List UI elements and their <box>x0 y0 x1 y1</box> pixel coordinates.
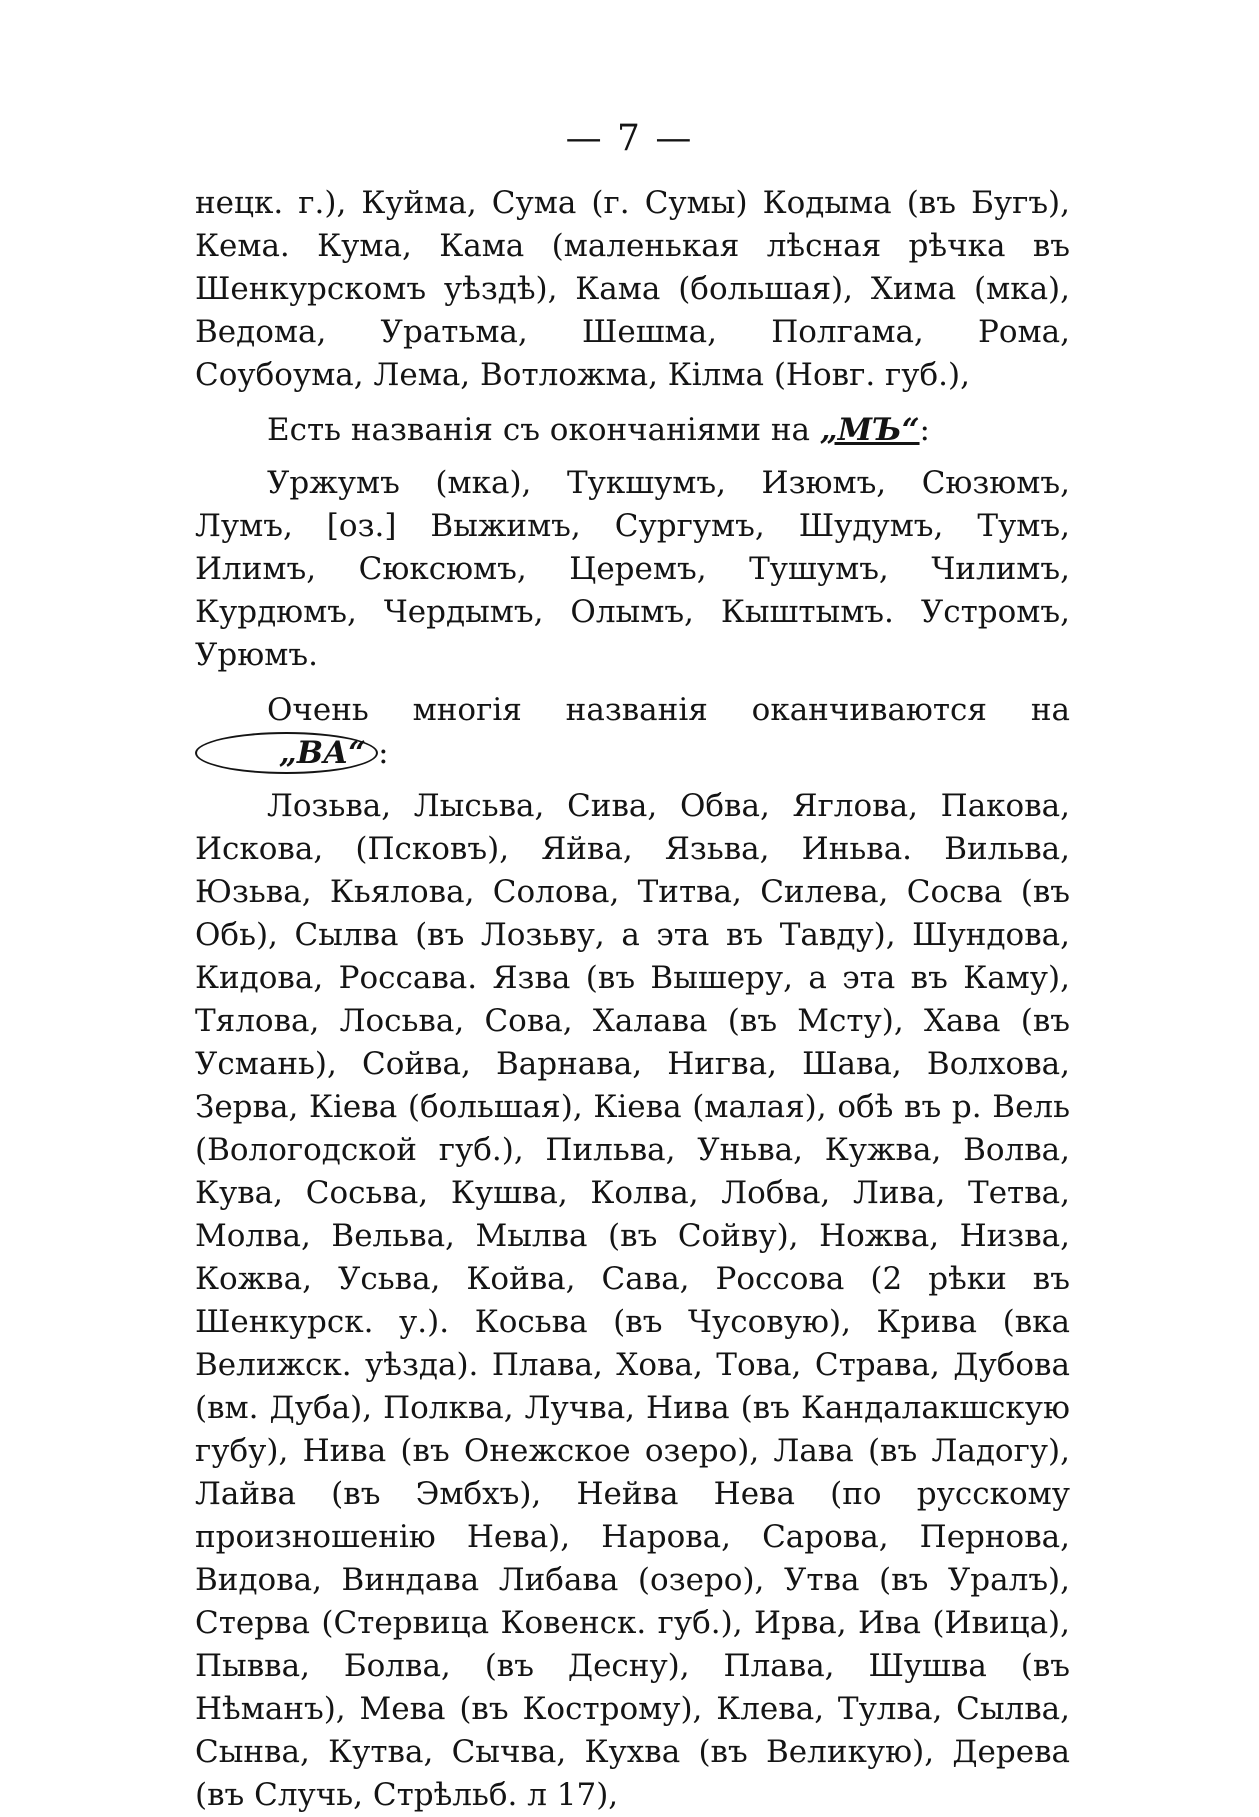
paragraph-continuation: нецк. г.), Куйма, Сума (г. Сумы) Кодыма (въ Бугъ), Кема. Кума, Кама (маленькая лѣсная рѣчка въ Шенкурскомъ уѣздѣ), Кама (большая), Хима (мка), Ведома, Уратьма, Шешма, Полгама, Рома, Соубоума, Лема, Вотложма, Кiлма (Новг. губ.), <box>195 185 1070 393</box>
page-number: — 7 — <box>565 118 694 159</box>
paragraph-heading-va <box>195 689 1070 775</box>
paragraph-list-mъ: Уржумъ (мка), Тукшумъ, Изюмъ, Сюзюмъ, Лумъ, [оз.] Выжимъ, Сургумъ, Шудумъ, Тумъ, Илимъ, Сюксюмъ, Церемъ, Тушумъ, Чилимъ, Курдюмъ, Чердымъ, Олымъ, Кыштымъ. Устромъ, Урюмъ. <box>195 465 1070 673</box>
heading-lead: Очень многiя названiя оканчиваются на <box>267 692 1070 728</box>
heading-tail: : <box>378 735 389 771</box>
heading-lead: Есть названiя съ окончанiями на <box>267 412 820 448</box>
ending-mark-mъ: „МЪ“ <box>819 412 920 448</box>
body-text <box>195 182 1070 1817</box>
ending-mark-va: „ВА“ <box>195 732 378 774</box>
paragraph-heading-mъ <box>195 409 1070 452</box>
paragraph-list-va: Лозьва, Лысьва, Сива, Обва, Яглова, Пакова, Искова, (Псковъ), Яйва, Язьва, Иньва. Вильва, Юзьва, Кьялова, Солова, Титва, Силева, Сосва (въ Обь), Сылва (въ Лозьву, а эта въ Тавду), Шундова, Кидова, Россава. Язва (въ Вышеру, а эта въ Каму), Тялова, Лосьва, Сова, Халава (въ Мсту), Хава (въ Усмань), Сойва, Варнава, Нигва, Шава, Волхова, Зерва, Кiева (большая), Кiева (малая), обѣ въ р. Вель (Вологодской губ.), Пильва, Уньва, Кужва, Волва, Кува, Сосьва, Кушва, Колва, Лобва, Лива, Тетва, Молва, Вельва, Мылва (въ Сойву), Ножва, Низва, Кожва, Усьва, Койва, Сава, Россова (2 рѣки въ Шенкурск. у.). Косьва (въ Чусовую), Крива (вка Велижск. уѣзда). Плава, Хова, Това, Страва, Дубова (вм. Дуба), Полква, Лучва, Нива (въ Кандалакшскую губу), Нива (въ Онежское озеро), Лава (въ Ладогу), Лайва (въ Эмбхъ), Нейва Нева (по русскому произношенiю Нева), Нарова, Сарова, Пернова, Видова, Виндава Либава (озеро), Утва (въ Уралъ), Стерва (Стервица Ковенск. губ.), Ирва, Ива (Ивица), Пывва, Болва, (въ Десну), Плава, Шушва (въ Нѣманъ), Мева (въ Кострому), Клева, Тулва, Сылва, Сынва, Кутва, Сычва, Кухва (въ Великую), Дерева (въ Случь, Стрѣльб. л 17), <box>195 788 1070 1813</box>
heading-tail: : <box>919 412 930 448</box>
